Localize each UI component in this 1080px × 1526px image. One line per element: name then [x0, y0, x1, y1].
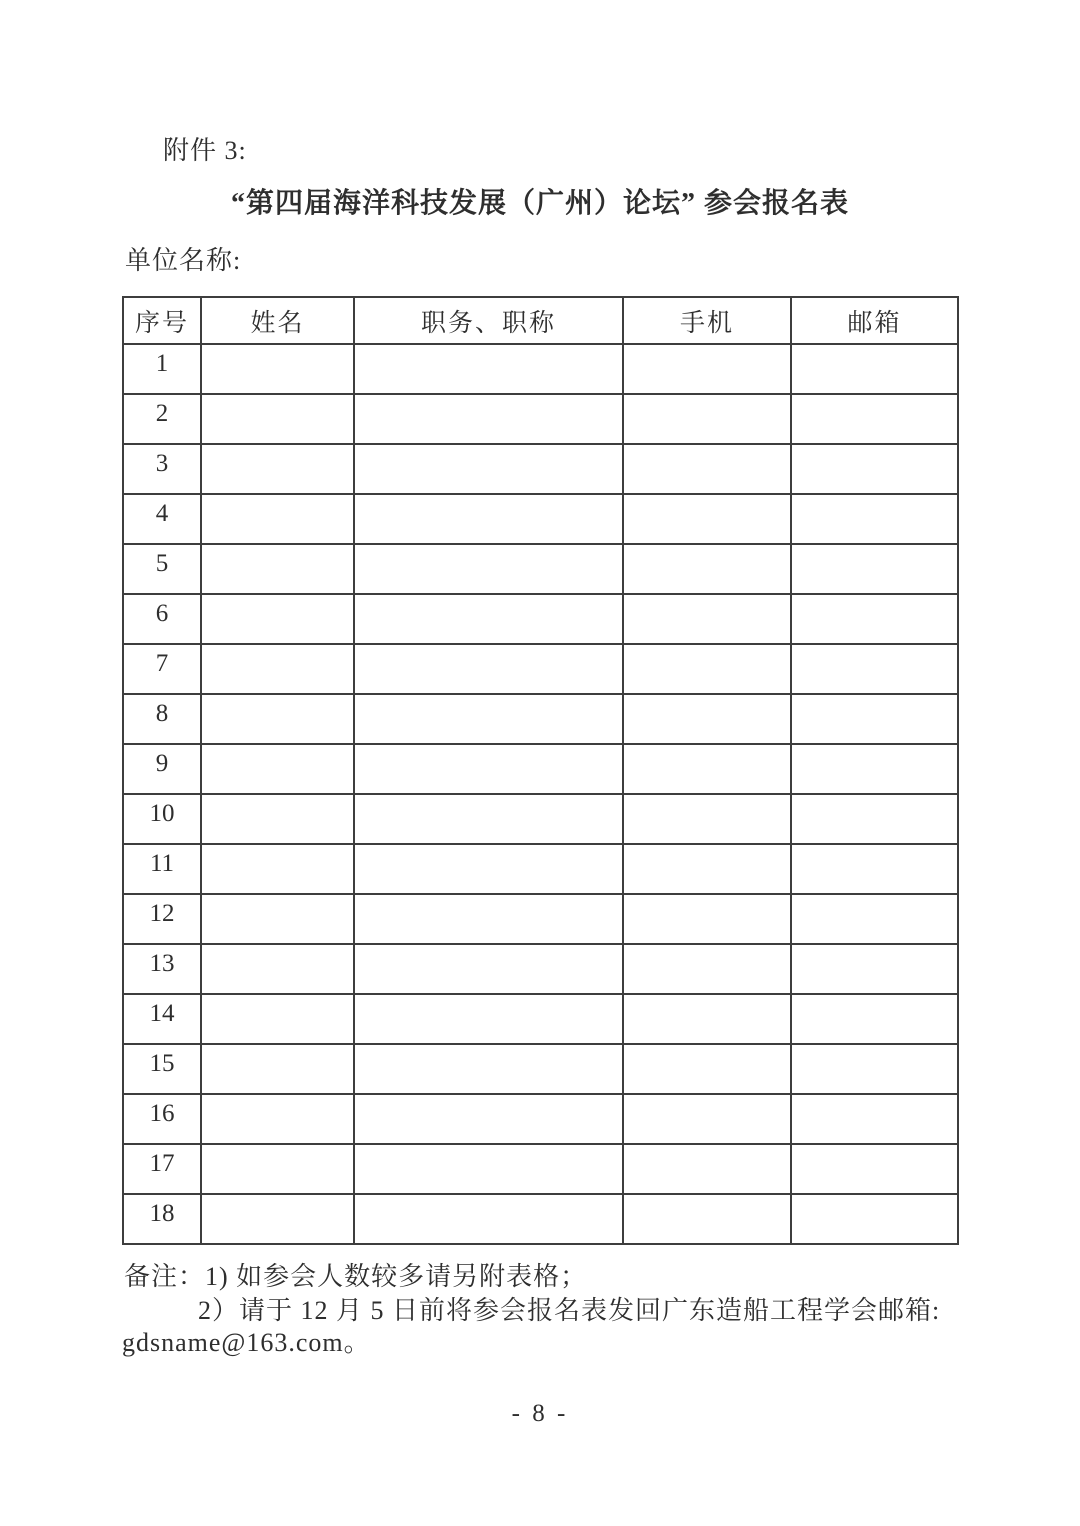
table-cell-empty — [354, 344, 623, 394]
table-row — [123, 894, 958, 944]
table-cell-empty — [201, 444, 354, 494]
table-cell-empty — [354, 644, 623, 694]
row-number-cell: 17 — [123, 1144, 201, 1194]
table-cell-empty — [791, 1044, 958, 1094]
page-title: “第四届海洋科技发展（广州）论坛” 参会报名表 — [230, 188, 849, 219]
table-cell-empty — [623, 1044, 791, 1094]
table-cell-empty — [791, 394, 958, 444]
table-row — [123, 1194, 958, 1244]
table-cell-empty — [623, 1144, 791, 1194]
column-header: 序号 — [123, 297, 201, 344]
table-cell-empty — [354, 1194, 623, 1244]
row-number-cell: 3 — [123, 444, 201, 494]
table-row — [123, 694, 958, 744]
table-cell-empty — [354, 1044, 623, 1094]
table-row — [123, 494, 958, 544]
table-cell-empty — [354, 594, 623, 644]
table-cell-empty — [791, 744, 958, 794]
table-row — [123, 1044, 958, 1094]
row-number-cell: 15 — [123, 1044, 201, 1094]
table-cell-empty — [354, 494, 623, 544]
table-cell-empty — [623, 994, 791, 1044]
table-row — [123, 994, 958, 1044]
unit-name-label: 单位名称: — [125, 246, 242, 275]
table-header-row — [123, 297, 958, 344]
table-cell-empty — [201, 394, 354, 444]
column-header: 邮箱 — [791, 297, 958, 344]
row-number-cell: 9 — [123, 744, 201, 794]
row-number-cell: 10 — [123, 794, 201, 844]
table-cell-empty — [354, 1094, 623, 1144]
table-cell-empty — [791, 944, 958, 994]
table-cell-empty — [623, 1094, 791, 1144]
table-row — [123, 1094, 958, 1144]
table-cell-empty — [201, 344, 354, 394]
table-cell-empty — [354, 894, 623, 944]
table-cell-empty — [791, 894, 958, 944]
table-cell-empty — [791, 344, 958, 394]
row-number-cell: 14 — [123, 994, 201, 1044]
table-cell-empty — [354, 394, 623, 444]
table-cell-empty — [201, 594, 354, 644]
table-cell-empty — [623, 444, 791, 494]
row-number-cell: 13 — [123, 944, 201, 994]
table-row — [123, 1144, 958, 1194]
table-cell-empty — [623, 894, 791, 944]
table-cell-empty — [354, 944, 623, 994]
table-cell-empty — [201, 1044, 354, 1094]
table-cell-empty — [791, 994, 958, 1044]
table-cell-empty — [201, 894, 354, 944]
table-row — [123, 844, 958, 894]
table-cell-empty — [623, 844, 791, 894]
note-line-1: 备注：1) 如参会人数较多请另附表格； — [124, 1262, 588, 1291]
row-number-cell: 8 — [123, 694, 201, 744]
table-cell-empty — [791, 1194, 958, 1244]
row-number-cell: 1 — [123, 344, 201, 394]
column-header: 姓名 — [201, 297, 354, 344]
table-cell-empty — [623, 744, 791, 794]
table-cell-empty — [623, 394, 791, 444]
table-cell-empty — [791, 444, 958, 494]
table-cell-empty — [201, 744, 354, 794]
row-number-cell: 4 — [123, 494, 201, 544]
table-row — [123, 444, 958, 494]
table-cell-empty — [623, 944, 791, 994]
table-cell-empty — [791, 494, 958, 544]
note-email: gdsname@163.com。 — [122, 1328, 371, 1357]
table-cell-empty — [354, 794, 623, 844]
table-cell-empty — [791, 594, 958, 644]
table-row — [123, 944, 958, 994]
table-cell-empty — [623, 494, 791, 544]
table-cell-empty — [791, 1094, 958, 1144]
row-number-cell: 7 — [123, 644, 201, 694]
table-cell-empty — [791, 1144, 958, 1194]
registration-table — [122, 296, 959, 1245]
table-cell-empty — [791, 794, 958, 844]
table-cell-empty — [623, 794, 791, 844]
table-cell-empty — [791, 694, 958, 744]
table-cell-empty — [201, 694, 354, 744]
table-cell-empty — [201, 844, 354, 894]
row-number-cell: 2 — [123, 394, 201, 444]
table-cell-empty — [354, 1144, 623, 1194]
table-cell-empty — [791, 544, 958, 594]
table-cell-empty — [623, 1194, 791, 1244]
column-header: 职务、职称 — [354, 297, 623, 344]
table-row — [123, 744, 958, 794]
table-cell-empty — [201, 1194, 354, 1244]
table-row — [123, 794, 958, 844]
table-cell-empty — [354, 744, 623, 794]
table-cell-empty — [201, 544, 354, 594]
table-cell-empty — [201, 644, 354, 694]
table-body — [123, 344, 958, 1244]
row-number-cell: 6 — [123, 594, 201, 644]
table-cell-empty — [354, 994, 623, 1044]
table-cell-empty — [201, 994, 354, 1044]
table-cell-empty — [791, 644, 958, 694]
table-cell-empty — [201, 1094, 354, 1144]
table-row — [123, 644, 958, 694]
attachment-label: 附件 3: — [163, 136, 247, 165]
table-cell-empty — [201, 794, 354, 844]
page-number: - 8 - — [511, 1400, 569, 1427]
table-cell-empty — [354, 694, 623, 744]
column-header: 手机 — [623, 297, 791, 344]
table-cell-empty — [623, 594, 791, 644]
table-cell-empty — [623, 344, 791, 394]
table-row — [123, 594, 958, 644]
table-cell-empty — [791, 844, 958, 894]
table-row — [123, 344, 958, 394]
row-number-cell: 16 — [123, 1094, 201, 1144]
table-cell-empty — [623, 694, 791, 744]
table-cell-empty — [354, 544, 623, 594]
table-cell-empty — [201, 1144, 354, 1194]
table-cell-empty — [623, 544, 791, 594]
table-cell-empty — [201, 944, 354, 994]
row-number-cell: 11 — [123, 844, 201, 894]
table-row — [123, 544, 958, 594]
table-cell-empty — [623, 644, 791, 694]
note-line-2: 2）请于 12 月 5 日前将参会报名表发回广东造船工程学会邮箱: — [198, 1296, 941, 1325]
table-cell-empty — [354, 844, 623, 894]
row-number-cell: 5 — [123, 544, 201, 594]
row-number-cell: 12 — [123, 894, 201, 944]
table-row — [123, 394, 958, 444]
row-number-cell: 18 — [123, 1194, 201, 1244]
table-cell-empty — [354, 444, 623, 494]
table-cell-empty — [201, 494, 354, 544]
